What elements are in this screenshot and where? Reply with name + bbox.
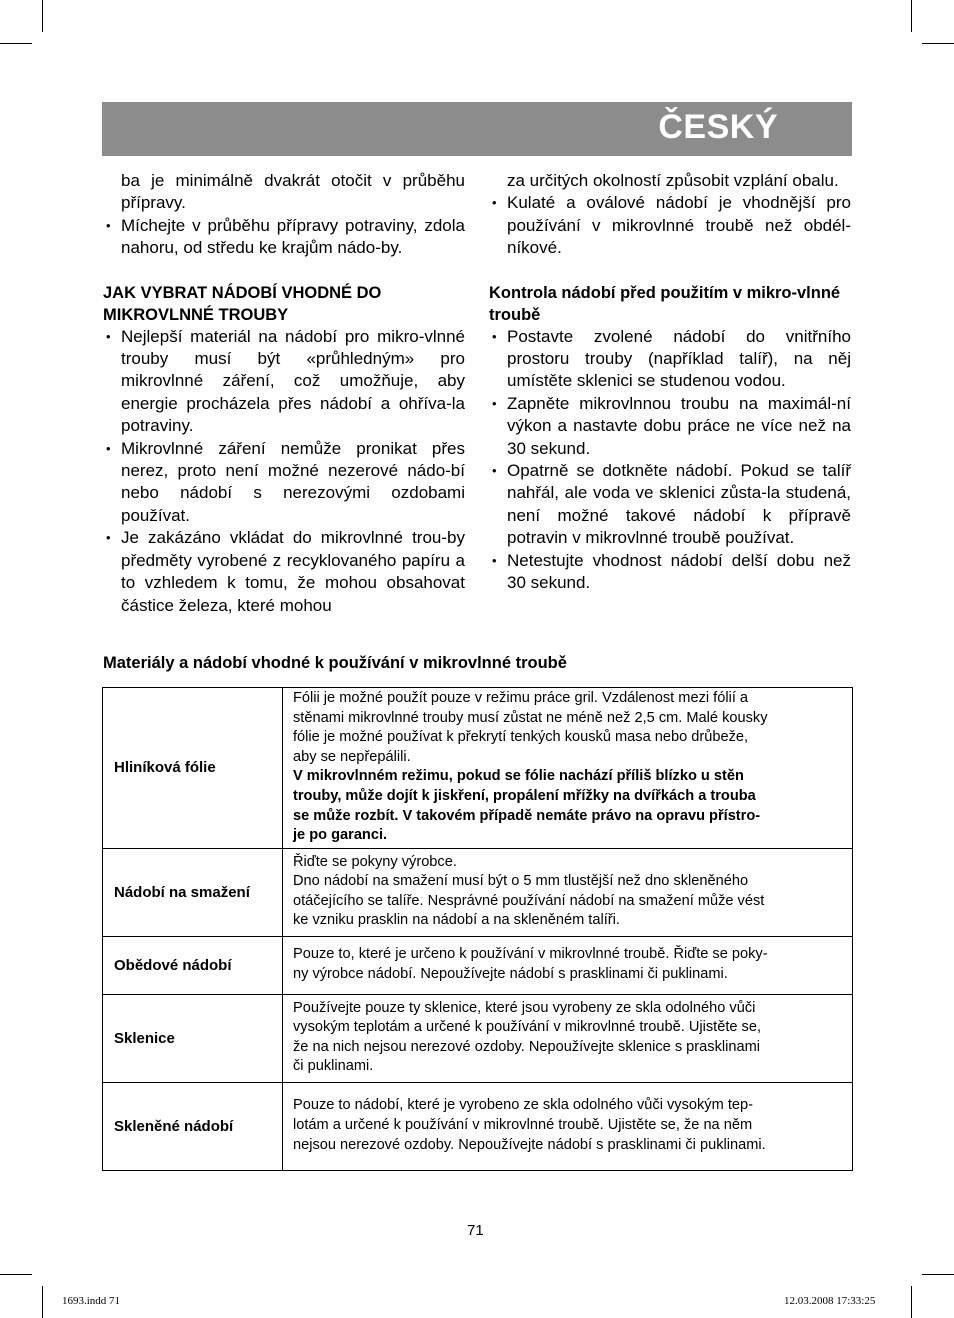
crop-mark: [42, 0, 43, 32]
left-bullet-list-2: [103, 326, 465, 617]
description-line: Pouze to nádobí, které je vyrobeno ze skla odolného vůči vysokým tep-: [293, 1097, 753, 1114]
list-item: • Netestujte vhodnost nádobí delší dobu než 30 sekund.: [489, 550, 851, 595]
table-row: [103, 1082, 853, 1170]
description-line: Používejte pouze ty sklenice, které jsou vyrobeny ze skla odolného vůči: [293, 999, 756, 1016]
list-item: • Postavte zvolené nádobí do vnitřního prostoru trouby (například talíř), na něj umístěte sklenici se studenou vodou.: [489, 326, 851, 393]
description-line: fólie je možné používat k překrytí tenkých kousků masa nebo drůbeže,: [293, 729, 749, 746]
description-line: ny výrobce nádobí. Nepoužívejte nádobí s prasklinami či puklinami.: [293, 965, 728, 982]
warning-line: se může rozbít. V takovém případě nemáte právo na opravu přístro-: [293, 807, 761, 824]
table-row: [103, 848, 853, 936]
list-item: • Nejlepší materiál na nádobí pro mikro-vlnné trouby musí být «průhledným» pro mikrovlnné záření, což umožňuje, aby energie procházela přes nádobí a ohříva-la potraviny.: [103, 326, 465, 438]
table-row: [103, 936, 853, 994]
left-column: [103, 170, 465, 617]
description-line: vysokým teplotám a určené k používání v mikrovlnné troubě. Ujistěte se,: [293, 1019, 762, 1036]
materials-table: [102, 687, 853, 1171]
description-line: ke vzniku prasklin na nádobí a na skleněném talíři.: [293, 912, 620, 929]
table-row: [103, 994, 853, 1082]
language-header-bar: [102, 102, 852, 156]
material-name: Sklenice: [103, 994, 283, 1082]
table-title: Materiály a nádobí vhodné k používání v mikrovlnné troubě: [103, 654, 567, 672]
right-bullet-list-2: [489, 326, 851, 595]
crop-mark: [922, 1274, 954, 1275]
description-line: že na nich nejsou nerezové ozdoby. Nepoužívejte sklenice s prasklinami: [293, 1038, 760, 1055]
description-line: otáčejícího se talíře. Nesprávné používání nádobí na smažení může vést: [293, 892, 765, 909]
material-name: Obědové nádobí: [103, 936, 283, 994]
material-description: [283, 936, 853, 994]
table-row: [103, 688, 853, 849]
warning-line: je po garanci.: [293, 827, 388, 844]
print-timestamp: 12.03.2008 17:33:25: [784, 1295, 876, 1307]
warning-line: V mikrovlnném režimu, pokud se fólie nachází příliš blízko u stěn: [293, 768, 744, 785]
material-description: [283, 688, 853, 849]
page-number: 71: [467, 1222, 484, 1239]
material-name: Skleněné nádobí: [103, 1082, 283, 1170]
crop-mark: [922, 43, 954, 44]
list-item: • Opatrně se dotkněte nádobí. Pokud se talíř nahřál, ale voda ve sklenici zůsta-la studená, není možné takové nádobí k přípravě potravin v mikrovlnné troubě používat.: [489, 460, 851, 550]
file-info: 1693.indd 71: [62, 1295, 121, 1307]
right-bullet-list-1: [489, 192, 851, 259]
right-column: [489, 170, 851, 595]
crop-mark: [911, 1286, 912, 1318]
list-item: • Kulaté a oválové nádobí je vhodnější pro používání v mikrovlnné troubě než obdél-níkové.: [489, 192, 851, 259]
material-description: [283, 1082, 853, 1170]
description-line: či puklinami.: [293, 1058, 374, 1075]
crop-mark: [0, 1274, 32, 1275]
description-line: Pouze to, které je určeno k používání v mikrovlnné troubě. Řiďte se poky-: [293, 946, 768, 963]
header-title: ČESKÝ: [658, 108, 778, 146]
description-line: lotám a určené k používání v mikrovlnné troubě. Ujistěte se, že na něm: [293, 1116, 753, 1133]
crop-mark: [0, 43, 32, 44]
material-name: Nádobí na smažení: [103, 848, 283, 936]
crop-mark: [911, 0, 912, 32]
description-line: Řiďte se pokyny výrobce.: [293, 853, 457, 870]
section-heading-choose-dishes: JAK VYBRAT NÁDOBÍ VHODNÉ DO MIKROVLNNÉ TROUBY: [103, 283, 382, 324]
material-description: [283, 994, 853, 1082]
description-line: Dno nádobí na smažení musí být o 5 mm tlustější než dno skleněného: [293, 873, 749, 890]
description-line: nejsou nerezové ozdoby. Nepoužívejte nádobí s prasklinami či puklinami.: [293, 1136, 766, 1153]
left-intro-text: ba je minimálně dvakrát otočit v průběhu přípravy.: [121, 171, 465, 213]
list-item: • Je zakázáno vkládat do mikrovlnné trou-by předměty vyrobené z recyklovaného papíru a to vzhledem k tomu, že mohou obsahovat částice železa, které mohou: [103, 527, 465, 617]
material-description: [283, 848, 853, 936]
description-line: stěnami mikrovlnné trouby musí zůstat ne méně než 2,5 cm. Malé kousky: [293, 709, 768, 726]
right-intro-text: za určitých okolností způsobit vzplání obalu.: [507, 171, 839, 190]
description-line: aby se nepřepálili.: [293, 748, 411, 765]
list-item: • Míchejte v průběhu přípravy potraviny, zdola nahoru, od středu ke krajům nádo-by.: [103, 215, 465, 260]
warning-line: trouby, může dojít k jiskření, propálení mřížky na dvířkách a trouba: [293, 787, 756, 804]
list-item: • Zapněte mikrovlnnou troubu na maximál-ní výkon a nastavte dobu práce ne více než na 30 sekund.: [489, 393, 851, 460]
description-line: Fólii je možné použít pouze v režimu práce gril. Vzdálenost mezi fólií a: [293, 690, 749, 706]
crop-mark: [42, 1286, 43, 1318]
left-bullet-list-1: [103, 215, 465, 260]
section-heading-dish-check: Kontrola nádobí před použitím v mikro-vlnné troubě: [489, 283, 841, 324]
material-name: Hliníková fólie: [103, 688, 283, 849]
list-item: • Mikrovlnné záření nemůže pronikat přes nerez, proto není možné nezerové nádo-bí nebo nádobí s nerezovými ozdobami používat.: [103, 438, 465, 528]
